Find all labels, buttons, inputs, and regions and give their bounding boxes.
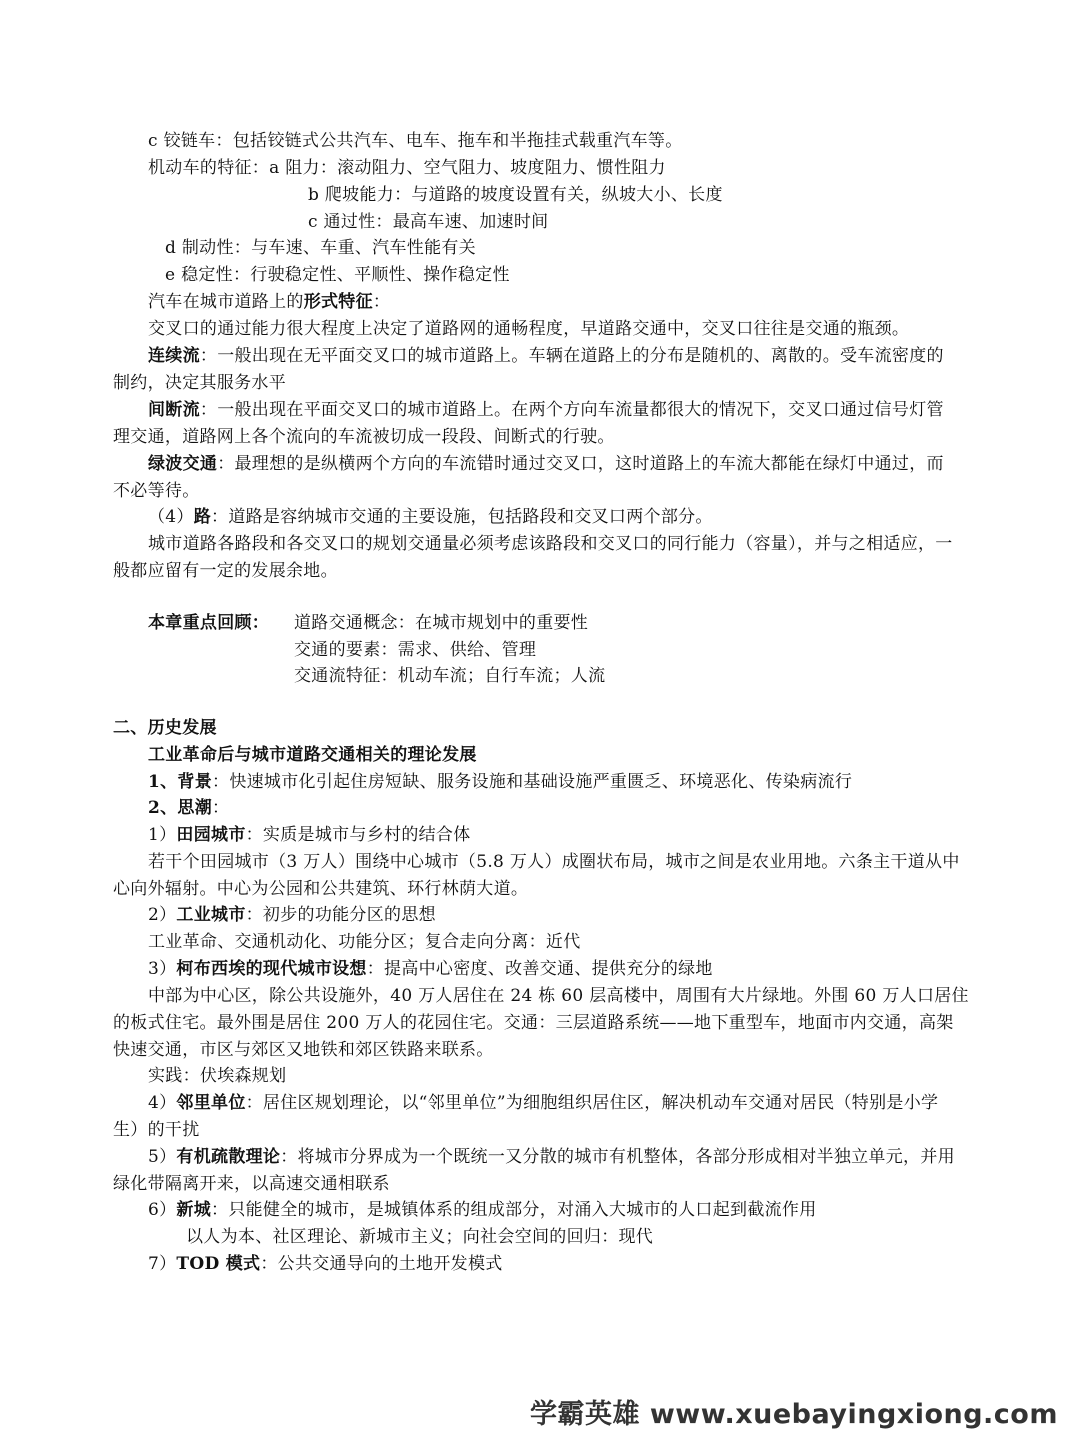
text-line: 绿化带隔离开来，以高速交通相联系	[113, 1174, 390, 1194]
text-line: 城市道路各路段和各交叉口的规划交通量必须考虑该路段和交叉口的同行能力（容量），并与之相适应，一	[148, 534, 953, 554]
text-line: 理交通，道路网上各个流向的车流被切成一段段、间断式的行驶。	[113, 427, 615, 447]
site-watermark: 学霸英雄 www.xuebayingxiong.com	[529, 1399, 1058, 1430]
text-line: （4）路：道路是容纳城市交通的主要设施，包括路段和交叉口两个部分。	[148, 507, 713, 527]
review-item: 道路交通概念：在城市规划中的重要性	[294, 613, 589, 633]
text-line: 机动车的特征：a 阻力：滚动阻力、空气阻力、坡度阻力、惯性阻力	[148, 158, 666, 178]
review-item: 交通流特征：机动车流；自行车流；人流	[294, 666, 606, 686]
text-line: 以人为本、社区理论、新城市主义；向社会空间的回归：现代	[186, 1227, 654, 1247]
text-line: 2）工业城市：初步的功能分区的思想	[148, 905, 436, 925]
text-line: 实践：伏埃森规划	[148, 1066, 287, 1086]
text-line: 中部为中心区，除公共设施外，40 万人居住在 24 栋 60 层高楼中，周围有大片绿地。外围 60 万人口居住	[148, 986, 969, 1006]
text-line: 间断流：一般出现在平面交叉口的城市道路上。在两个方向车流量都很大的情况下，交叉口通过信号灯管	[148, 400, 944, 420]
text-line: c 铰链车：包括铰链式公共汽车、电车、拖车和半拖挂式载重汽车等。	[148, 131, 683, 151]
text-line: 般都应留有一定的发展余地。	[113, 561, 338, 581]
text-line: 汽车在城市道路上的形式特征：	[148, 292, 391, 312]
text-line: 交叉口的通过能力很大程度上决定了道路网的通畅程度，早道路交通中，交叉口往往是交通的瓶颈。	[148, 319, 910, 339]
text-line: 心向外辐射。中心为公园和公共建筑、环行林荫大道。	[113, 879, 529, 899]
text-line: 5）有机疏散理论：将城市分界成为一个既统一又分散的城市有机整体，各部分形成相对半独立单元，并用	[148, 1147, 955, 1167]
text-line: 4）邻里单位：居住区规划理论，以“邻里单位”为细胞组织居住区，解决机动车交通对居民（特别是小学	[148, 1093, 939, 1113]
text-line: b 爬坡能力：与道路的坡度设置有关，纵坡大小、长度	[308, 185, 723, 205]
text-line: 3）柯布西埃的现代城市设想：提高中心密度、改善交通、提供充分的绿地	[148, 959, 713, 979]
section-heading: 二、历史发展	[113, 718, 217, 738]
text-line: 制约，决定其服务水平	[113, 373, 286, 393]
text-line: 不必等待。	[113, 481, 200, 501]
text-line: 的板式住宅。最外围是居住 200 万人的花园住宅。交通：三层道路系统——地下重型车，地面市内交通，高架	[113, 1013, 954, 1033]
text-line: e 稳定性：行驶稳定性、平顺性、操作稳定性	[165, 265, 510, 285]
text-line: 工业革命、交通机动化、功能分区；复合走向分离：近代	[148, 932, 581, 952]
text-line: 生）的干扰	[113, 1120, 200, 1140]
text-line: d 制动性：与车速、车重、汽车性能有关	[165, 238, 476, 258]
text-line: 连续流：一般出现在无平面交叉口的城市道路上。车辆在道路上的分布是随机的、离散的。受车流密度的	[148, 346, 944, 366]
text-line: 2、思潮：	[148, 798, 230, 818]
review-heading: 本章重点回顾：	[148, 613, 270, 633]
review-item: 交通的要素：需求、供给、管理	[294, 640, 537, 660]
text-line: 绿波交通：最理想的是纵横两个方向的车流错时通过交叉口，这时道路上的车流大都能在绿灯中通过，而	[148, 454, 944, 474]
subsection-heading: 工业革命后与城市道路交通相关的理论发展	[148, 745, 477, 765]
text-line: 快速交通，市区与郊区又地铁和郊区铁路来联系。	[113, 1040, 494, 1060]
text-line: 1、背景：快速城市化引起住房短缺、服务设施和基础设施严重匮乏、环境恶化、传染病流行	[148, 772, 853, 792]
text-line: 6）新城：只能健全的城市，是城镇体系的组成部分，对涌入大城市的人口起到截流作用	[148, 1200, 817, 1220]
text-line: 7）TOD 模式：公共交通导向的土地开发模式	[148, 1254, 503, 1274]
text-line: c 通过性：最高车速、加速时间	[308, 212, 549, 232]
text-line: 1）田园城市：实质是城市与乡村的结合体	[148, 825, 471, 845]
text-line: 若干个田园城市（3 万人）围绕中心城市（5.8 万人）成圈状布局，城市之间是农业用地。六条主干道从中	[148, 852, 960, 872]
